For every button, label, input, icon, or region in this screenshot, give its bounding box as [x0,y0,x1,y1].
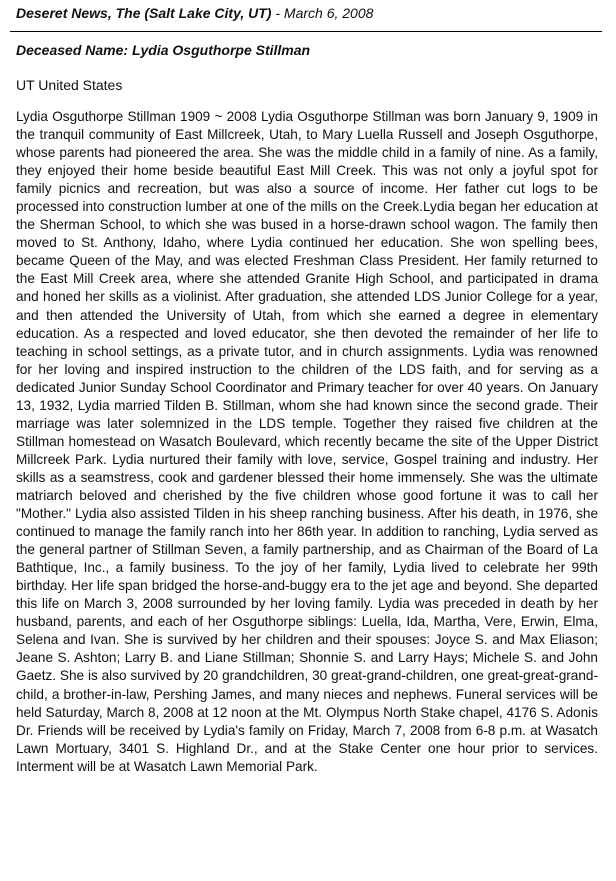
deceased-name-value: Lydia Osguthorpe Stillman [131,42,311,58]
header-divider [10,31,602,32]
location-line: UT United States [16,77,123,93]
obituary-body: Lydia Osguthorpe Stillman 1909 ~ 2008 Lydia Osguthorpe Stillman was born January 9, 1909 in the tranquil community of East Millcreek, Utah, to Mary Luella Russell and Joseph Osguthorpe, whose parents had pioneered the area. She was the middle child in a family of nine. As a family, they enjoyed their home beside beautiful East Mill Creek. This was not only a joyful spot for family picnics and recreation, but was also a source of income. Her father cut logs to be processed into construction lumber at one of the mills on the Creek.Lydia began her education at the Sherman School, to which she was bused in a horse-drawn school wagon. The family then moved to St. Anthony, Idaho, where Lydia continued her education. She won spelling bees, became Queen of the May, and was elected Freshman Class President. Her family returned to the East Mill Creek area, where she attended Granite High School, and participated in drama and honed her skills as a violinist. After graduation, she attended LDS Junior College for a year, and then attended the University of Utah, from which she earned a degree in elementary education. As a respected and loved educator, she then devoted the remainder of her life to teaching in school settings, as a private tutor, and in church assignments. Lydia was renowned for her loving and inspired instruction to the children of the LDS faith, and for serving as a dedicated Junior Sunday School Coordinator and Primary teacher for over 40 years. On January 13, 1932, Lydia married Tilden B. Stillman, whom she had known since the second grade. Their marriage was later solemnized in the LDS temple. Together they raised five children at the Stillman homestead on Wasatch Boulevard, which recently became the site of the Upper District Millcreek Park. Lydia nurtured their family with love, service, Gospel training and industry. Her skills as a seamstress, cook and gardener blessed their home immensely. She was the ultimate matriarch beloved and cherished by the five children whose good fortune it was to call her "Mother." Lydia also assisted Tilden in his sheep ranching business. After his death, in 1976, she continued to manage the family ranch into her 86th year. In addition to ranching, Lydia served as the general partner of Stillman Seven, a family partnership, and as Chairman of the Board of La Bathtique, Inc., a family business. To the joy of her family, Lydia lived to celebrate her 99th birthday. Her life span bridged the horse-and-buggy era to the jet age and beyond. She departed this life on March 3, 2008 surrounded by her loving family. Lydia was preceded in death by her husband, parents, and each of her Osguthorpe siblings: Luella, Ida, Martha, Vere, Erwin, Elma, Selena and Ivan. She is survived by her children and their spouses: Joyce S. and Max Eliason; Jeane S. Ashton; Larry B. and Liane Stillman; Shonnie S. and Larry Hays; Michele S. and John Gaetz. She is also survived by 20 grandchildren, 30 great-grand-children, one great-great-grand-child, a brother-in-law, Pershing James, and many nieces and nephews. Funeral services will be held Saturday, March 8, 2008 at 12 noon at the Mt. Olympus North Stake chapel, 4176 S. Adonis Dr. Friends will be received by Lydia's family on Friday, March 7, 2008 from 6-8 p.m. at Wasatch Lawn Mortuary, 3401 S. Highland Dr., and at the Stake Center one hour prior to services. Interment will be at Wasatch Lawn Memorial Park. [16,109,598,774]
publication-source: Deseret News, The (Salt Lake City, UT) [16,5,272,21]
header-separator: - [271,5,284,21]
publication-header [16,4,602,22]
publication-date: March 6, 2008 [283,5,374,21]
deceased-name-line [16,41,602,59]
deceased-name-label: Deceased Name: [16,42,129,58]
